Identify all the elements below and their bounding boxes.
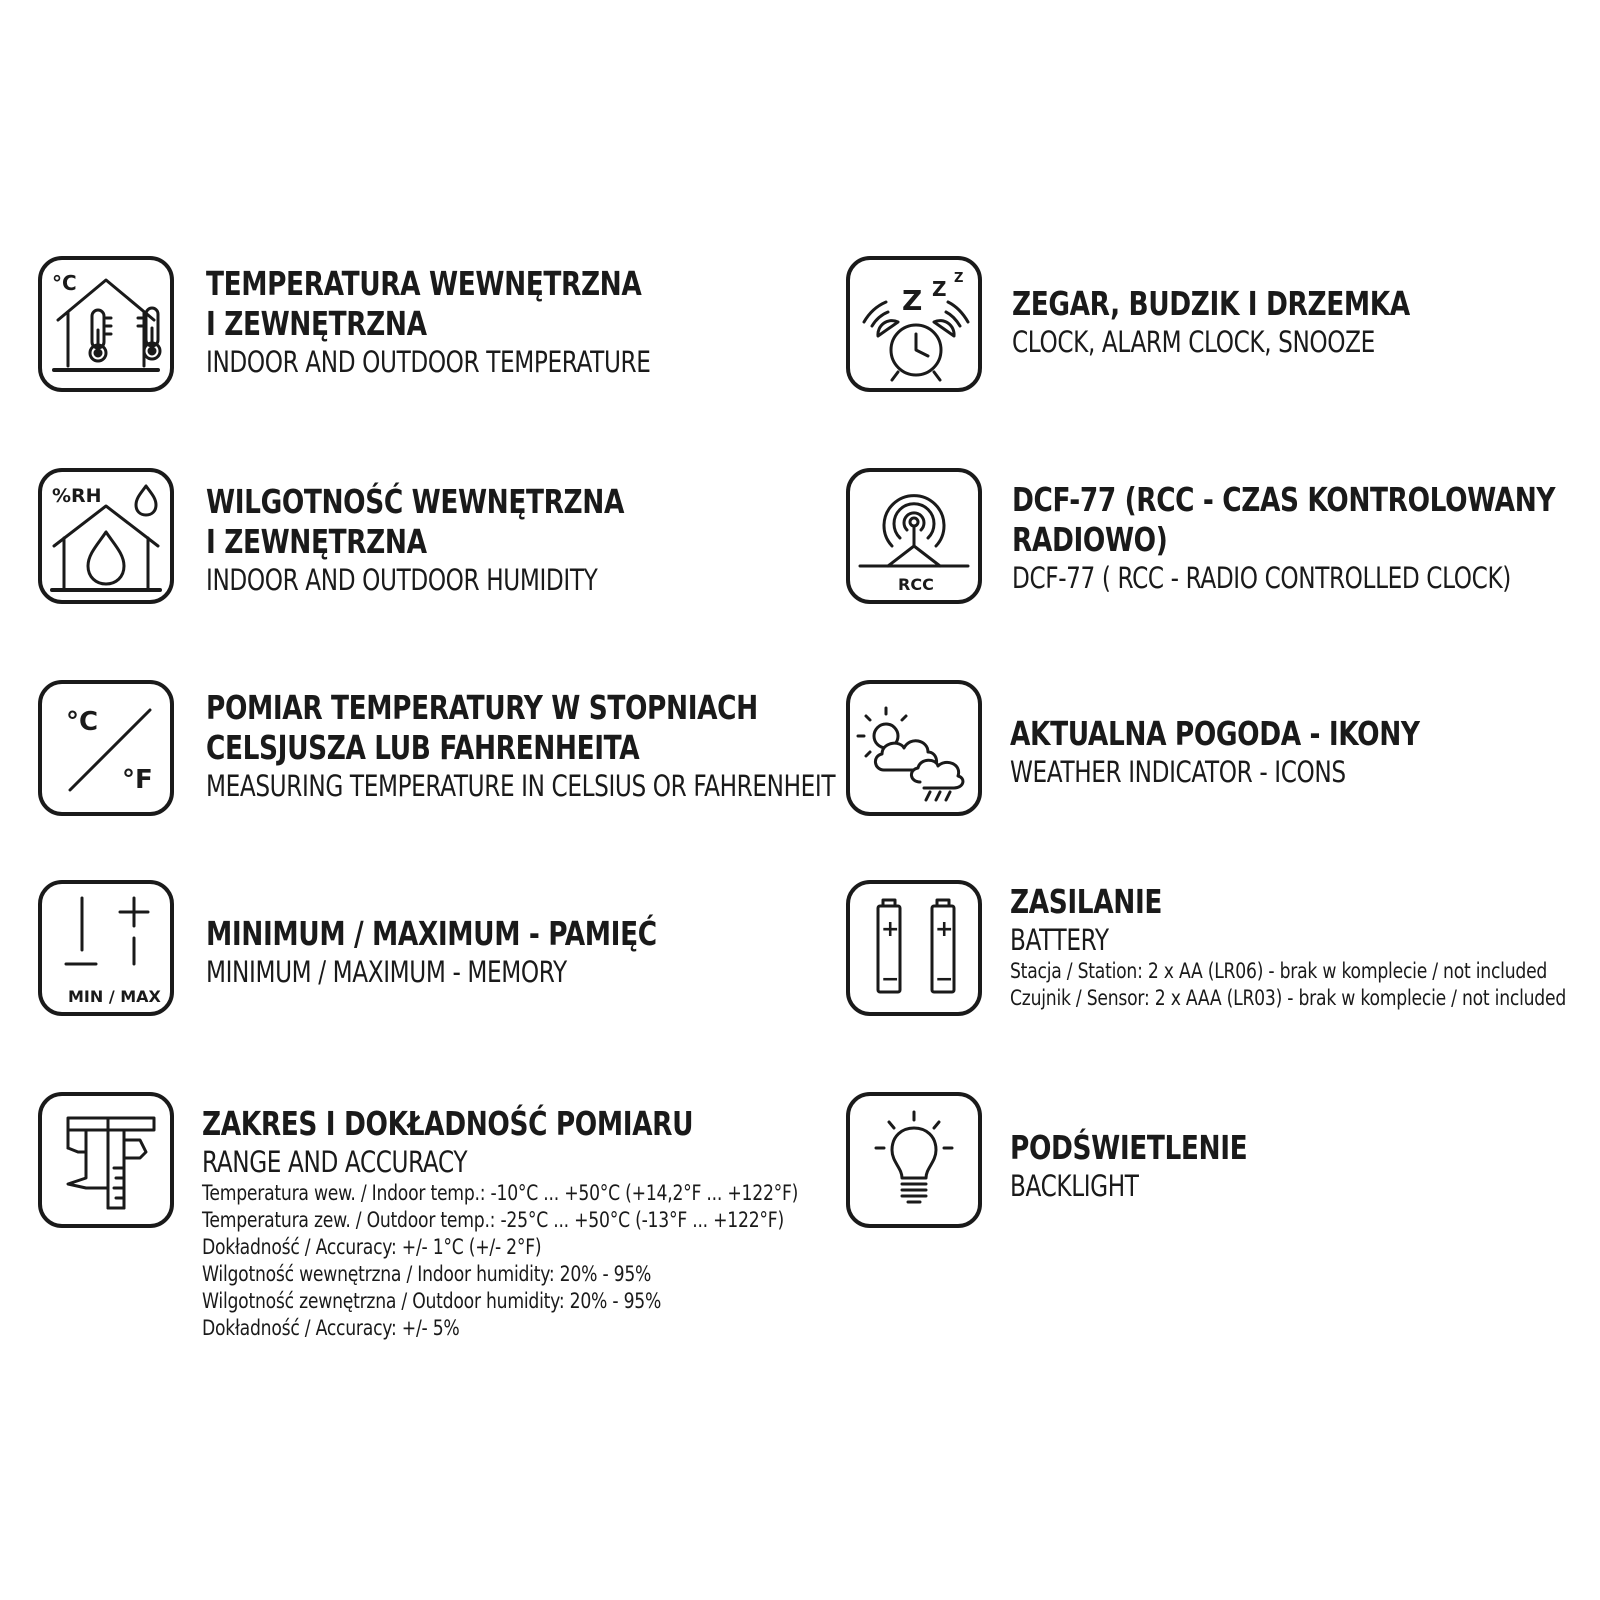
weather-cloud-sun-icon [846, 680, 982, 816]
range-subtitle: RANGE AND ACCURACY [202, 1145, 468, 1179]
weather-title: AKTUALNA POGODA - IKONY [1010, 714, 1420, 753]
feature-weather [846, 680, 1576, 820]
alarm-clock-icon [846, 256, 982, 392]
feature-dcf [846, 468, 1576, 608]
minmax-title: MINIMUM / MAXIMUM - PAMIĘĆ [206, 914, 657, 953]
light-bulb-icon [846, 1092, 982, 1228]
dcf-title: DCF-77 (RCC - CZAS KONTROLOWANY RADIOWO) [1012, 480, 1556, 559]
battery-subtitle: BATTERY [1010, 923, 1109, 957]
dcf-subtitle: DCF-77 ( RCC - RADIO CONTROLLED CLOCK) [1012, 561, 1511, 595]
svg-text:Z: Z [932, 277, 947, 301]
svg-text:Z: Z [902, 284, 923, 317]
feature-minmax [38, 880, 798, 1020]
feature-units [38, 680, 836, 820]
radio-tower-icon [846, 468, 982, 604]
battery-detail-line: Stacja / Station: 2 x AA (LR06) - brak w komplecie / not included [1010, 959, 1548, 983]
battery-title: ZASILANIE [1010, 882, 1163, 921]
range-detail-line: Temperatura zew. / Outdoor temp.: -25°C ... +50°C (-13°F ... +122°F) [202, 1208, 784, 1232]
house-humidity-icon [38, 468, 174, 604]
svg-text:°C: °C [66, 707, 99, 737]
svg-text:Z: Z [954, 271, 964, 286]
battery-icon [846, 880, 982, 1016]
units-title: POMIAR TEMPERATURY W STOPNIACH CELSJUSZA LUB FAHRENHEITA [206, 688, 758, 767]
feature-clock [846, 256, 1576, 396]
svg-text:−: − [881, 967, 900, 992]
humidity-subtitle: INDOOR AND OUTDOOR HUMIDITY [206, 563, 598, 597]
units-subtitle: MEASURING TEMPERATURE IN CELSIUS OR FAHRENHEIT [206, 769, 836, 803]
svg-text:−: − [935, 967, 954, 992]
svg-text:MIN / MAX: MIN / MAX [68, 987, 161, 1006]
svg-text:+: + [881, 917, 900, 942]
feature-backlight [846, 1092, 1576, 1232]
range-detail-line: Temperatura wew. / Indoor temp.: -10°C ... +50°C (+14,2°F ... +122°F) [202, 1181, 799, 1205]
range-detail-line: Wilgotność zewnętrzna / Outdoor humidity: 20% - 95% [202, 1289, 662, 1313]
temperature-subtitle: INDOOR AND OUTDOOR TEMPERATURE [206, 345, 651, 379]
backlight-title: PODŚWIETLENIE [1010, 1128, 1248, 1167]
range-detail-line: Dokładność / Accuracy: +/- 1°C (+/- 2°F) [202, 1235, 542, 1259]
range-details [202, 1180, 798, 1342]
backlight-subtitle: BACKLIGHT [1010, 1169, 1139, 1203]
feature-humidity [38, 468, 798, 608]
range-detail-line: Wilgotność wewnętrzna / Indoor humidity: 20% - 95% [202, 1262, 652, 1286]
temperature-title: TEMPERATURA WEWNĘTRZNA I ZEWNĘTRZNA [206, 264, 642, 343]
house-thermometer-icon [38, 256, 174, 392]
celsius-fahrenheit-icon [38, 680, 174, 816]
min-max-icon [38, 880, 174, 1016]
feature-temperature [38, 256, 798, 396]
feature-range [38, 1092, 798, 1352]
feature-battery [846, 880, 1586, 1030]
caliper-icon [38, 1092, 174, 1228]
svg-text:°C: °C [52, 271, 77, 295]
svg-text:%RH: %RH [52, 485, 102, 507]
battery-details [1010, 958, 1566, 1012]
svg-text:RCC: RCC [898, 575, 934, 594]
humidity-title: WILGOTNOŚĆ WEWNĘTRZNA I ZEWNĘTRZNA [206, 482, 625, 561]
battery-detail-line: Czujnik / Sensor: 2 x AAA (LR03) - brak w komplecie / not included [1010, 986, 1567, 1010]
clock-title: ZEGAR, BUDZIK I DRZEMKA [1012, 284, 1410, 323]
range-title: ZAKRES I DOKŁADNOŚĆ POMIARU [202, 1104, 694, 1143]
minmax-subtitle: MINIMUM / MAXIMUM - MEMORY [206, 955, 567, 989]
weather-subtitle: WEATHER INDICATOR - ICONS [1010, 755, 1346, 789]
range-detail-line: Dokładność / Accuracy: +/- 5% [202, 1316, 460, 1340]
svg-text:+: + [935, 917, 954, 942]
clock-subtitle: CLOCK, ALARM CLOCK, SNOOZE [1012, 325, 1375, 359]
svg-text:°F: °F [122, 765, 153, 795]
